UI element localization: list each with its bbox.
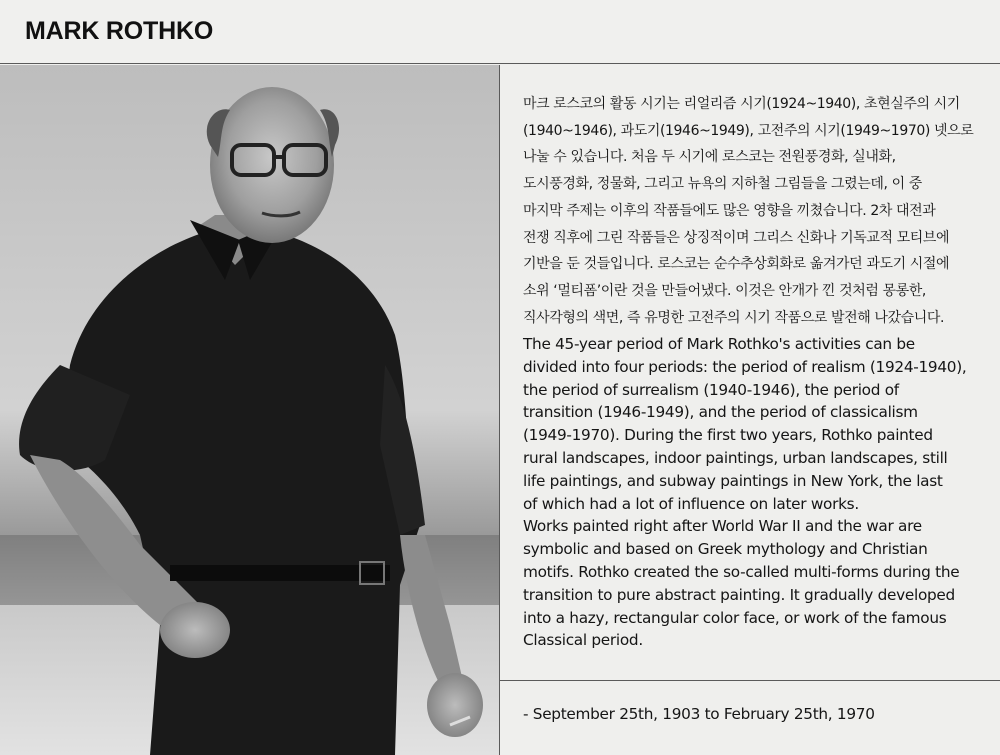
english-description: The 45-year period of Mark Rothko's activities can be divided into four periods: the period of realism (1924-1940), the period of surrealism (1940-1946), the period of transition (1946-1949), and the period of classicalism (1949-1970). During the first two years, Rothko painted rural landscapes, indoor paintings, urban landscapes, still life paintings, and subway paintings in New York, the last of which had a lot of influence on later works. Works painted right after World War II and the war are symbolic and based on Greek mythology and Christian motifs. Rothko created the so-called multi-forms during the transition to pure abstract painting. It gradually developed into a hazy, rectangular color face, or work of the famous Classical period. [523,335,967,650]
divider [500,680,1000,681]
header-bar [0,0,1000,64]
korean-description: 마크 로스코의 활동 시기는 리얼리즘 시기(1924~1940), 초현실주의 시기 (1940~1946), 과도기(1946~1949), 고전주의 시기(1949~1970) 넷으로 나눌 수 있습니다. 처음 두 시기에 로스코는 전원풍경화, 실내화, 도시풍경화, 정물화, 그리고 뉴욕의 지하철 그림들을 그렸는데, 이 중 마지막 주제는 이후의 작품들에도 많은 영향을 끼쳤습니다. 2차 대전과 전쟁 직후에 그린 작품들은 상징적이며 그리스 신화나 기독교적 모티브에 기반을 둔 것들입니다. 로스코는 순수추상회화로 옮겨가던 과도기 시절에 소위 ‘멀티폼’이란 것을 만들어냈다. 이것은 안개가 낀 것처럼 몽롱한, 직사각형의 색면, 즉 유명한 고전주의 시기 작품으로 발전해 나갔습니다. [523,96,974,326]
portrait-photo [0,65,500,755]
text-column [500,65,1000,755]
portrait-illustration [0,65,500,755]
life-dates: - September 25th, 1903 to February 25th, 1970 [523,705,875,723]
page-title: MARK ROTHKO [25,17,214,45]
